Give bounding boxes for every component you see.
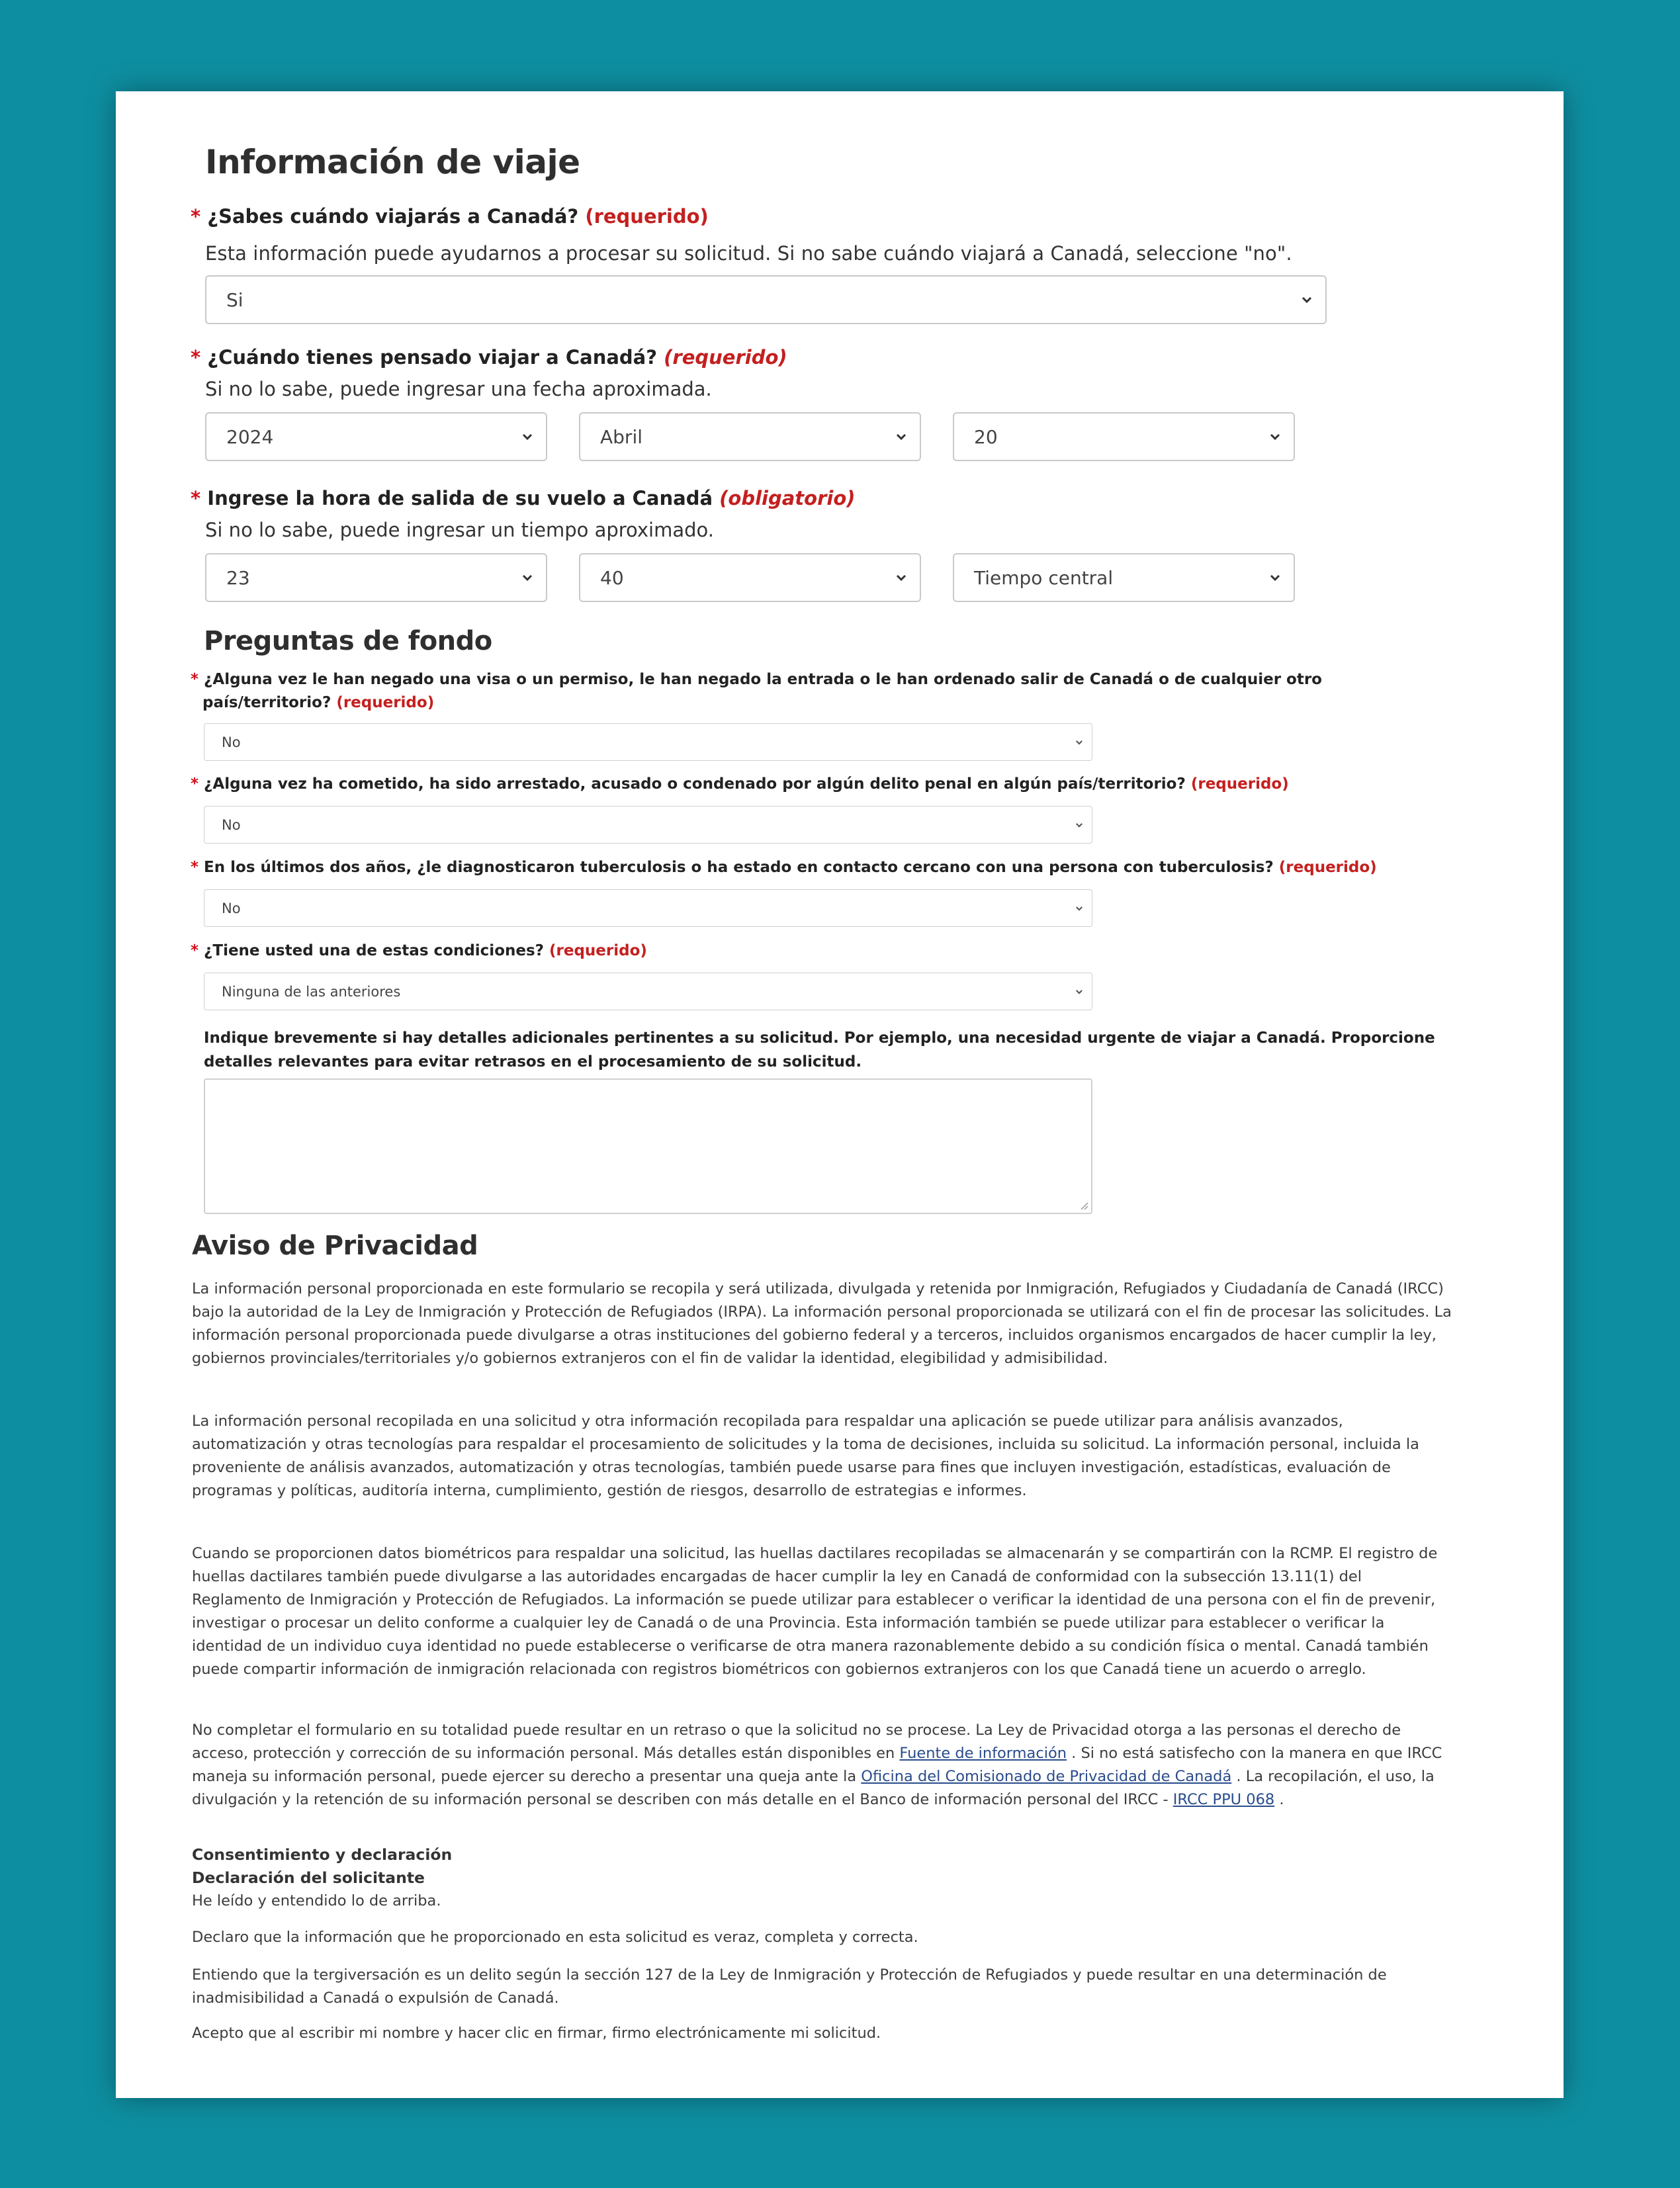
required-tag: (requerido) (585, 205, 709, 228)
required-tag: (requerido) (1190, 775, 1289, 793)
select-value: No (222, 734, 241, 750)
chevron-down-icon (1075, 820, 1084, 830)
source-of-information-link[interactable]: Fuente de información (899, 1745, 1067, 1762)
select-value: Si (226, 288, 243, 311)
travel-q1-label-row (191, 205, 709, 228)
required-tag: (requerido) (664, 346, 787, 369)
declaration-1: Declaro que la información que he proporcionado en esta solicitud es veraz, completa y correcta. (192, 1929, 918, 1946)
background-q1-label (191, 668, 1448, 715)
privacy-commissioner-link[interactable]: Oficina del Comisionado de Privacidad de Canadá (861, 1768, 1232, 1785)
declaration-3: Acepto que al escribir mi nombre y hacer clic en firmar, firmo electrónicamente mi solicitud. (192, 2025, 881, 2042)
travel-q3-help: Si no lo sabe, puede ingresar un tiempo aproximado. (205, 519, 714, 541)
background-q1-label-line2: país/territorio? (202, 694, 332, 711)
privacy-p4-text-b: . Si no está satisfecho con la manera en que IRCC maneja su información personal, puede ejercer su derecho a presentar una queja ante la (192, 1745, 1442, 1785)
travel-q2-label-row (191, 346, 787, 369)
chevron-down-icon (1075, 738, 1084, 747)
criminal-offence-select[interactable] (204, 806, 1092, 844)
privacy-section-title: Aviso de Privacidad (192, 1231, 478, 1261)
refused-visa-select[interactable] (204, 723, 1092, 761)
chevron-down-icon (1268, 430, 1282, 443)
select-value: No (222, 816, 241, 833)
required-tag: (obligatorio) (719, 487, 856, 509)
travel-q3-label: Ingrese la hora de salida de su vuelo a Canadá (207, 487, 713, 509)
travel-q2-label: ¿Cuándo tienes pensado viajar a Canadá? (207, 346, 658, 369)
conditions-select[interactable] (204, 973, 1092, 1010)
ircc-ppu-068-link[interactable]: IRCC PPU 068 (1172, 1791, 1275, 1808)
additional-details-textarea[interactable] (204, 1078, 1092, 1214)
required-asterisk: * (191, 775, 199, 793)
tuberculosis-select[interactable] (204, 889, 1092, 927)
travel-q3-label-row (191, 487, 856, 509)
privacy-paragraph-2: La información personal recopilada en una solicitud y otra información recopilada para respaldar una aplicación se puede utilizar para análisis avanzados, automatización y otras tecnologías para respaldar el procesamiento de solicitudes y la toma de decisiones, incluida su solicitud. La información personal, incluida la proveniente de análisis avanzados, automatización y otras tecnologías, también puede usarse para fines que incluyen investigación, estadísticas, evaluación de programas y políticas, auditoría interna, cumplimiento, gestión de riesgos, desarrollo de estrategias e informes. (192, 1413, 1419, 1499)
flight-hour-select[interactable] (205, 553, 547, 602)
required-asterisk: * (191, 671, 199, 688)
required-asterisk: * (191, 205, 201, 228)
background-q2-label-text: ¿Alguna vez ha cometido, ha sido arrestado, acusado o condenado por algún delito penal en algún país/territorio? (204, 775, 1186, 793)
chevron-down-icon (895, 571, 908, 584)
background-q1-label-line1: ¿Alguna vez le han negado una visa o un permiso, le han negado la entrada o le han ordenado salir de Canadá o de cualquier otro (204, 671, 1322, 688)
consent-title: Consentimiento y declaración (192, 1845, 453, 1864)
select-value: 2024 (226, 425, 274, 448)
privacy-paragraph-3: Cuando se proporcionen datos biométricos para respaldar una solicitud, las huellas dactilares recopiladas se almacenarán y se compartirán con la RCMP. El registro de huellas dactilares también puede divulgarse a las autoridades encargadas de hacer cumplir la ley en Canadá de conformidad con la subsección 13.11(1) del Reglamento de Inmigración y Protección de Refugiados. La información se puede utilizar para establecer o verificar la identidad de una persona con el fin de prevenir, investigar o procesar un delito conforme a cualquier ley de Canadá o de una Provincia. Esta información también se puede utilizar para establecer o verificar la identidad de un individuo cuya identidad no puede establecerse o verificarse de otra manera razonablemente debido a su condición física o mental. Canadá también puede compartir información de inmigración relacionada con registros biométricos con gobiernos extranjeros con los que Canadá tiene un acuerdo o arreglo. (192, 1545, 1438, 1678)
background-q2-label (191, 775, 1289, 793)
required-asterisk: * (191, 942, 199, 959)
resize-handle-icon[interactable] (1078, 1200, 1088, 1210)
required-asterisk: * (191, 346, 201, 369)
travel-known-select[interactable] (205, 275, 1327, 324)
select-value: Tiempo central (974, 566, 1114, 589)
declaration-title: Declaración del solicitante (192, 1868, 425, 1887)
declaration-2: Entiendo que la tergiversación es un delito según la sección 127 de la Ley de Inmigración y Protección de Refugiados y puede resultar en una determinación de inadmisibilidad a Canadá o expulsión de Canadá. (192, 1966, 1387, 2007)
chevron-down-icon (1075, 987, 1084, 996)
chevron-down-icon (1300, 293, 1313, 306)
privacy-p4-text-c: . La recopilación, el uso, la divulgación y la retención de su información personal se describen con más detalle en el Banco de información personal del IRCC - (192, 1768, 1435, 1808)
travel-day-select[interactable] (953, 412, 1295, 461)
select-value: 20 (974, 425, 998, 448)
read-understood-text: He leído y entendido lo de arriba. (192, 1892, 441, 1909)
details-label-line2: detalles relevantes para evitar retrasos en el procesamiento de su solicitud. (204, 1053, 862, 1071)
background-q4-label (191, 942, 647, 959)
select-value: 23 (226, 566, 250, 589)
form-card (116, 91, 1564, 2098)
privacy-p4-text-d: . (1279, 1791, 1284, 1808)
required-asterisk: * (191, 487, 201, 509)
travel-q1-label: ¿Sabes cuándo viajarás a Canadá? (207, 205, 579, 228)
select-value: Abril (600, 425, 642, 448)
chevron-down-icon (895, 430, 908, 443)
background-q3-label (191, 859, 1377, 876)
select-value: Ninguna de las anteriores (222, 983, 401, 1000)
required-asterisk: * (191, 859, 199, 876)
travel-q1-help: Esta información puede ayudarnos a procesar su solicitud. Si no sabe cuándo viajará a Canadá, seleccione "no". (205, 242, 1292, 265)
details-label-line1: Indique brevemente si hay detalles adicionales pertinentes a su solicitud. Por ejemplo, una necesidad urgente de viajar a Canadá. Proporcione (204, 1029, 1435, 1047)
chevron-down-icon (1268, 571, 1282, 584)
privacy-paragraph-4 (192, 1719, 1456, 1812)
select-value: 40 (600, 566, 624, 589)
flight-minute-select[interactable] (579, 553, 921, 602)
required-tag: (requerido) (1278, 859, 1377, 876)
privacy-paragraph-1: La información personal proporcionada en este formulario se recopila y será utilizada, divulgada y retenida por Inmigración, Refugiados y Ciudadanía de Canadá (IRCC) bajo la autoridad de la Ley de Inmigración y Protección de Refugiados (IRPA). La información personal proporcionada se utilizará con el fin de procesar las solicitudes. La información personal proporcionada puede divulgarse a otras instituciones del gobierno federal y a terceros, incluidos organismos encargados de hacer cumplir la ley, gobiernos provinciales/territoriales y/o gobiernos extranjeros con el fin de validar la identidad, elegibilidad y admisibilidad. (192, 1280, 1452, 1367)
chevron-down-icon (1075, 904, 1084, 913)
required-tag: (requerido) (336, 694, 435, 711)
travel-year-select[interactable] (205, 412, 547, 461)
required-tag: (requerido) (549, 942, 647, 959)
background-q4-label-text: ¿Tiene usted una de estas condiciones? (204, 942, 544, 959)
select-value: No (222, 900, 241, 916)
background-section-title: Preguntas de fondo (204, 626, 492, 656)
privacy-p4-text-a: No completar el formulario en su totalidad puede resultar en un retraso o que la solicitud no se procese. La Ley de Privacidad otorga a las personas el derecho de acceso, protección y corrección de su información personal. Más detalles están disponibles en (192, 1722, 1401, 1762)
travel-q2-help: Si no lo sabe, puede ingresar una fecha aproximada. (205, 378, 712, 400)
background-q3-label-text: En los últimos dos años, ¿le diagnosticaron tuberculosis o ha estado en contacto cercano con una persona con tuberculosis? (204, 859, 1274, 876)
travel-section-title: Información de viaje (205, 143, 580, 181)
chevron-down-icon (521, 571, 534, 584)
travel-month-select[interactable] (579, 412, 921, 461)
chevron-down-icon (521, 430, 534, 443)
flight-timezone-select[interactable] (953, 553, 1295, 602)
details-label (204, 1026, 1501, 1074)
